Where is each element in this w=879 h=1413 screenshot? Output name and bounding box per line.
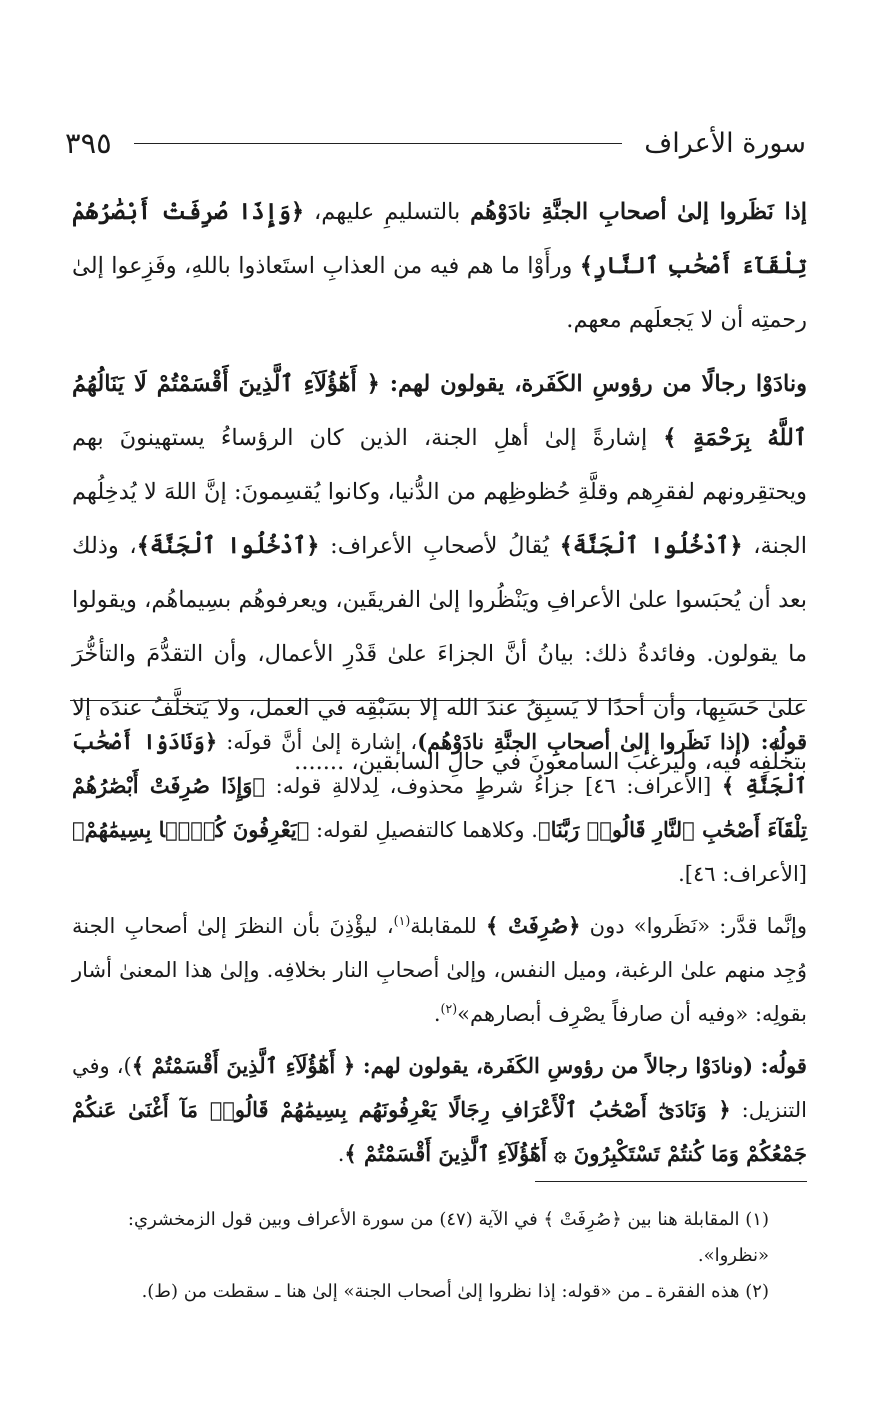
commentary-paragraph (72, 904, 807, 1036)
body-text: ورأَوْا ما هم فيه من العذابِ استَعاذوا باللهِ، وفَزِعوا إلىٰ رحمتِه أن لا يَجعلَهم معهم. (72, 253, 807, 333)
commentary-text (72, 720, 807, 1184)
body-text: . وكلاهما كالتفصيلِ لقوله: (309, 818, 538, 842)
quran-verse: ﴿ وَنَادَىٰٓ أَصْحَٰبُ ٱلْأَعْرَافِ رِجَالًا يَعْرِفُونَهُم بِسِيمَٰهُمْ قَالُوا۟ مَآ أَغْنَىٰ عَنكُمْ جَمْعُكُمْ وَمَا كُنتُمْ تَسْتَكْبِرُونَ ۞ أَهَٰٓؤُلَآءِ ٱلَّذِينَ أَقْسَمْتُمْ ﴾ (72, 1097, 807, 1166)
body-text: يُقالُ لأصحابِ الأعراف: (319, 533, 560, 559)
footnote-rule (535, 1181, 807, 1182)
page-header (65, 118, 806, 168)
quran-verse: ﴿ٱدْخُلُوا ٱلْجَنَّةَ﴾ (136, 533, 320, 559)
quran-verse: ﴿وَإِذَا صُرِفَتْ أَبْصَٰرُهُمْ تِلْقَآءَ أَصْحَٰبِ ٱلنَّارِ﴾ (72, 199, 807, 279)
quran-verse: ﴿يَعْرِفُونَ كُلًّۢا بِسِيمَٰهُمْ﴾ (72, 817, 310, 842)
section-divider (70, 700, 807, 701)
footnotes (72, 1202, 769, 1310)
commentary-paragraph (72, 1044, 807, 1176)
footnote-ref[interactable]: (٢) (440, 1001, 458, 1016)
header-rule (134, 143, 623, 144)
body-text: . (337, 1142, 345, 1166)
main-text (72, 185, 807, 799)
quoted-text: قولُه: (ونادَوْا رجالاً من رؤوسِ الكَفَرة، يقولون لهم: (355, 1053, 807, 1078)
main-paragraph (72, 185, 807, 347)
surah-title: سورة الأعراف (644, 127, 806, 159)
quoted-text: قولُه: (إذا نَظَروا إلىٰ أصحابِ الجنَّةِ نادَوْهُم) (417, 729, 807, 754)
footnote: (٢) هذه الفقرة ـ من «قوله: إذا نظروا إلىٰ أصحاب الجنة» إلىٰ هنا ـ سقطت من (ط). (141, 1281, 769, 1302)
quran-verse: ﴿ٱدْخُلُوا ٱلْجَنَّةَ﴾ (559, 533, 743, 559)
body-text: . (433, 1002, 441, 1026)
body-text: [الأعراف: ٤٦] جزاءُ شرطٍ محذوف، لِدلالةِ قوله: (264, 774, 722, 798)
commentary-paragraph (72, 720, 807, 896)
body-text: )، وفي التنزيل: (72, 1054, 807, 1122)
body-text: بالتسليمِ عليهم، (304, 199, 471, 225)
quran-verse: ﴿وَإِذَا صُرِفَتْ أَبْصَٰرُهُمْ تِلْقَآءَ أَصْحَٰبِ ٱلنَّارِ قَالُوا۟ رَبَّنَا﴾ (72, 773, 808, 842)
body-text: ، ليؤْذِنَ بأن النظرَ إلىٰ أصحابِ الجنة وُجِد منهم علىٰ الرغبة، وميل النفس، وإلىٰ أصحابِ النار بخلافِه. وإلىٰ هذا المعنىٰ أشار بقولِه: «وفيه أن صارفاً يصْرِف أبصارهم» (72, 914, 807, 1026)
quran-verse: ﴿ أَهَٰٓؤُلَآءِ ٱلَّذِينَ أَقْسَمْتُمْ لَا يَنَالُهُمُ ٱللَّهُ بِرَحْمَةٍ ﴾ (72, 371, 807, 451)
quran-verse: ﴿ أَهَٰٓؤُلَآءِ ٱلَّذِينَ أَقْسَمْتُمْ ﴾ (131, 1053, 356, 1078)
page-number: ٣٩٥ (65, 126, 112, 160)
footnote-ref[interactable]: (١) (393, 913, 411, 928)
quoted-text: ونادَوْا رجالًا من رؤوسِ الكَفَرة، يقولون لهم: (379, 371, 807, 397)
quran-verse: ﴿وَنَادَوْا أَصْحَٰبَ ٱلْجَنَّةِ ﴾ (72, 729, 807, 798)
body-text: للمقابلة (410, 914, 486, 938)
quran-verse: ﴿صُرِفَتْ ﴾ (486, 913, 581, 938)
body-text: إشارةً إلىٰ أهلِ الجنة، الذين كان الرؤساءُ يستهينونَ بهم ويحتقِرونهم لفقرِهم وقلَّةِ حُظوظِهم من الدُّنيا، وكانوا يُقسِمونَ: إنَّ اللهَ لا يُدخِلُهم الجنة، (72, 425, 807, 559)
body-text: ، وذلك بعد أن يُحبَسوا علىٰ الأعرافِ ويَنْظُروا إلىٰ الفريقَين، ويعرفوهُم بسِيماهُم، ويقولوا ما يقولون. وفائدةُ ذلك: بيانُ أنَّ الجزاءَ علىٰ قَدْرِ الأعمال، وأن التقدُّمَ والتأخُّرَ علىٰ حَسَبِها، وأن أحدًا لا يَسبِقُ عندَ الله إلا بسَبْقِه في العمل، ولا يَتخلَّفُ عندَه إلا بتخلُّفِه فيه، وليرغبَ السامعونَ في حالِ السابقين، ....... (72, 533, 807, 775)
body-text: ، إشارة إلىٰ أنَّ قولَه: (217, 730, 418, 754)
body-text: وإنَّما قدَّر: «نَظَروا» دون (580, 914, 807, 938)
footnote: (١) المقابلة هنا بين ﴿صُرِفَتْ ﴾ في الآية (٤٧) من سورة الأعراف وبين قول الزمخشري: «نظروا». (127, 1209, 769, 1266)
body-text: [الأعراف: ٤٦]. (678, 862, 807, 886)
quoted-text: إذا نَظَروا إلىٰ أصحابِ الجنَّةِ نادَوْهُم (470, 199, 807, 225)
